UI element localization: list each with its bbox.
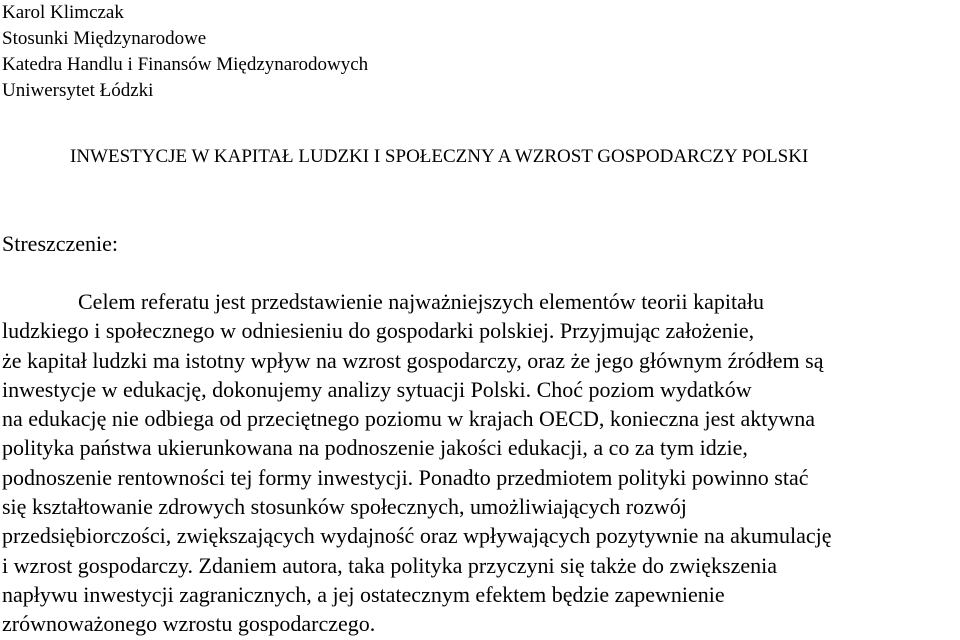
abstract-label: Streszczenie: [2, 231, 119, 256]
university-name: Uniwersytet Łódzki [2, 80, 154, 101]
abstract-line: zrównoważonego wzrostu gospodarczego. [2, 611, 376, 637]
abstract-line: się kształtowanie zdrowych stosunków społecznych, umożliwiających rozwój [2, 494, 687, 520]
abstract-line: na edukację nie odbiega od przeciętnego poziomu w krajach OECD, konieczna jest aktywna [2, 406, 816, 432]
abstract-line: ludzkiego i społecznego w odniesieniu do gospodarki polskiej. Przyjmując założenie, [2, 318, 755, 344]
author-name: Karol Klimczak [2, 2, 124, 23]
abstract-line: Celem referatu jest przedstawienie najważniejszych elementów teorii kapitału [78, 289, 764, 314]
abstract-line: i wzrost gospodarczy. Zdaniem autora, taka polityka przyczyni się także do zwiększenia [2, 552, 777, 578]
abstract-line: inwestycje w edukację, dokonujemy analizy sytuacji Polski. Choć poziom wydatków [2, 376, 752, 402]
department-name: Katedra Handlu i Finansów Międzynarodowych [2, 54, 369, 75]
field-of-study: Stosunki Międzynarodowe [2, 28, 207, 49]
paper-title: INWESTYCJE W KAPITAŁ LUDZKI I SPOŁECZNY A WZROST GOSPODARCZY POLSKI [70, 146, 809, 167]
abstract-line: polityka państwa ukierunkowana na podnoszenie jakości edukacji, a co za tym idzie, [2, 435, 748, 461]
abstract-paragraph [2, 287, 950, 639]
abstract-line: że kapitał ludzki ma istotny wpływ na wzrost gospodarczy, oraz że jego głównym źródłem są [2, 347, 824, 373]
author-header [2, 0, 368, 104]
abstract-line: napływu inwestycji zagranicznych, a jej ostatecznym efektem będzie zapewnienie [2, 581, 725, 607]
abstract-line: podnoszenie rentowności tej formy inwestycji. Ponadto przedmiotem polityki powinno stać [2, 464, 809, 490]
abstract-line: przedsiębiorczości, zwiększających wydajność oraz wpływających pozytywnie na akumulację [2, 523, 832, 549]
abstract-body [2, 287, 950, 639]
